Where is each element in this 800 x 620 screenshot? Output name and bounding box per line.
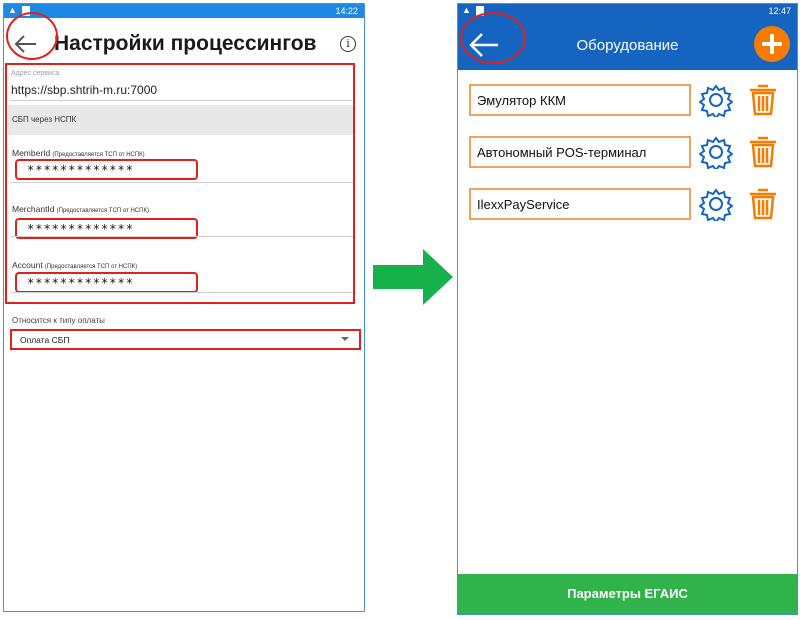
egais-params-button[interactable]: Параметры ЕГАИС xyxy=(458,574,797,614)
merchantid-input[interactable]: ************* xyxy=(15,218,198,239)
divider xyxy=(10,100,352,101)
info-icon[interactable]: i xyxy=(340,36,356,52)
status-time: 14:22 xyxy=(335,6,358,16)
highlight-circle xyxy=(6,12,58,60)
device-name[interactable]: Эмулятор ККМ xyxy=(469,84,691,116)
account-label xyxy=(12,260,137,270)
status-bar xyxy=(4,4,364,18)
account-hint: (Предоставляется ТСП от НСПК) xyxy=(44,264,138,270)
account-input[interactable]: ************* xyxy=(15,272,198,293)
warning-icon: ▲ xyxy=(462,5,471,15)
memberid-hint: (Предоставляется ТСП от НСПК) xyxy=(52,152,145,158)
merchantid-label xyxy=(12,204,149,214)
section-header-label: СБП через НСПК xyxy=(12,115,77,124)
processing-settings-screen xyxy=(3,3,365,612)
trash-icon[interactable] xyxy=(747,81,779,117)
gear-icon[interactable] xyxy=(699,83,733,117)
merchantid-name: MerchantId xyxy=(12,204,55,214)
memberid-input[interactable]: ************* xyxy=(15,159,198,180)
header xyxy=(4,18,364,68)
account-name: Account xyxy=(12,260,43,270)
merchantid-hint: (Предоставляется ТСП от НСПК) xyxy=(56,208,149,214)
trash-icon[interactable] xyxy=(747,185,779,221)
memberid-label xyxy=(12,148,145,158)
transition-arrow-icon xyxy=(373,249,453,305)
device-row xyxy=(469,136,789,168)
gear-icon[interactable] xyxy=(699,187,733,221)
add-button[interactable] xyxy=(754,26,790,62)
payment-type-label: Относится к типу оплаты xyxy=(12,316,105,325)
device-name[interactable]: IlexxPayService xyxy=(469,188,691,220)
page-title: Оборудование xyxy=(576,37,679,54)
device-name[interactable]: Автономный POS-терминал xyxy=(469,136,691,168)
divider xyxy=(11,236,353,237)
trash-icon[interactable] xyxy=(747,133,779,169)
dropdown-caret-icon xyxy=(341,337,349,341)
payment-type-value: Оплата СБП xyxy=(20,335,70,345)
divider xyxy=(11,182,353,183)
equipment-screen xyxy=(457,3,798,615)
service-address-label: Адрес сервиса xyxy=(11,70,60,77)
divider xyxy=(11,292,353,293)
device-row xyxy=(469,84,789,116)
service-address-input[interactable]: https://sbp.shtrih-m.ru:7000 xyxy=(11,83,158,97)
memberid-name: MemberId xyxy=(12,148,51,158)
warning-icon: ▲ xyxy=(8,5,17,15)
device-row xyxy=(469,188,789,220)
status-time: 12:47 xyxy=(768,6,791,16)
page-title: Настройки процессингов xyxy=(54,32,317,55)
highlight-circle xyxy=(460,12,526,64)
payment-type-select[interactable] xyxy=(10,329,361,350)
gear-icon[interactable] xyxy=(699,135,733,169)
